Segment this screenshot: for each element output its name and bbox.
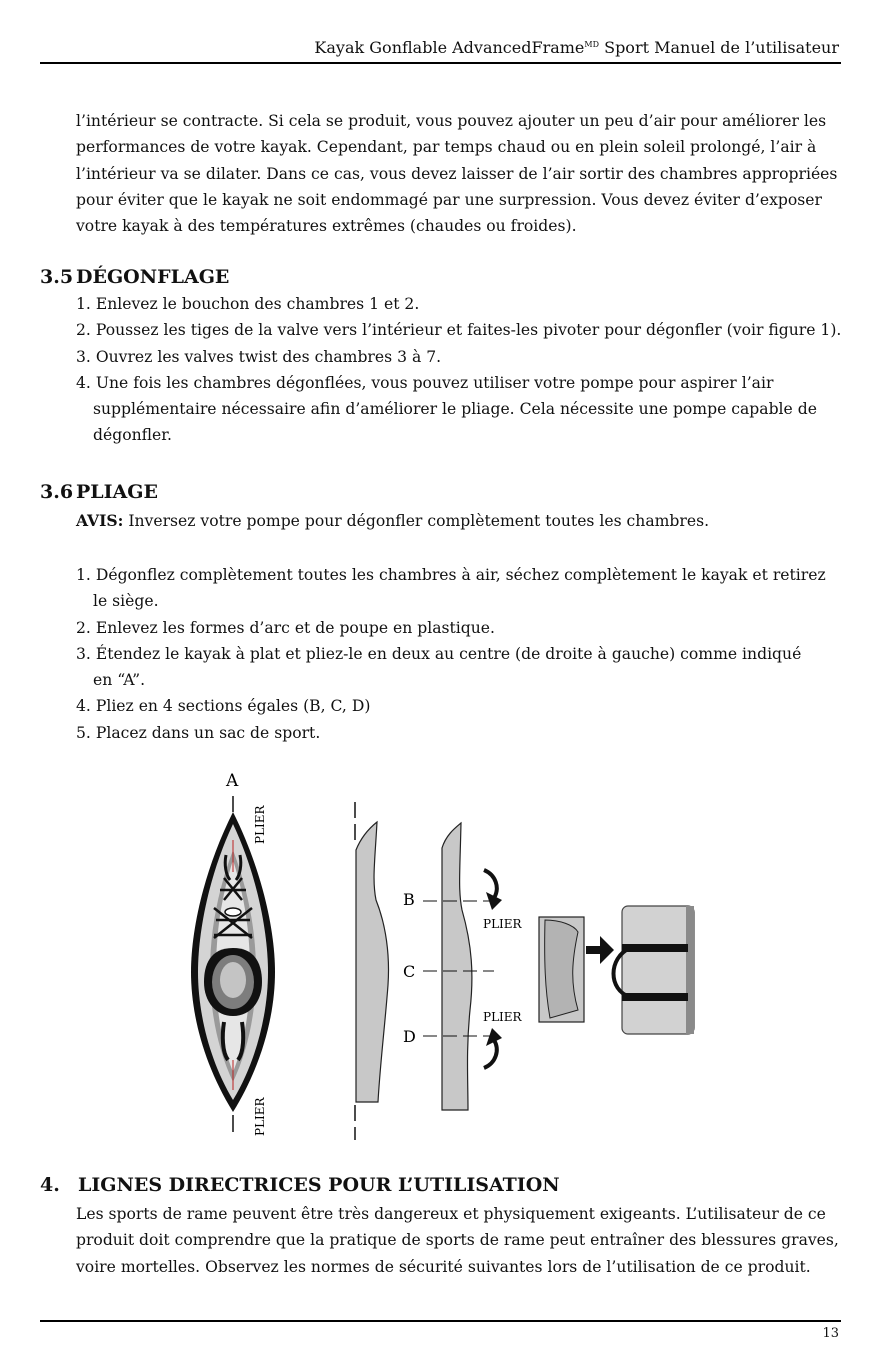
- label-c: C: [403, 962, 416, 981]
- list-item: 5. Placez dans un sac de sport.: [76, 723, 321, 742]
- text-line: voire mortelles. Observez les normes de sécurité suivantes lors de l’utilisation de ce produit.: [76, 1257, 811, 1276]
- label-d: D: [403, 1027, 416, 1046]
- duffel-bag: [614, 906, 695, 1034]
- section-title: DÉGONFLAGE: [76, 266, 230, 288]
- kayak-top-view: [191, 771, 275, 1136]
- section-heading-3-6: [40, 481, 158, 503]
- section-number: 4.: [40, 1174, 60, 1196]
- notice-text: Inversez votre pompe pour dégonfler complètement toutes les chambres.: [123, 512, 710, 530]
- label-a: A: [226, 771, 239, 791]
- text-line: l’intérieur se contracte. Si cela se produit, vous pouvez ajouter un peu d’air pour améliorer les: [76, 112, 827, 130]
- section-heading-4: [40, 1174, 560, 1196]
- list-item-continuation: supplémentaire nécessaire afin d’améliorer le pliage. Cela nécessite une pompe capable de: [93, 400, 817, 419]
- fold-label-d: PLIER: [483, 1010, 522, 1024]
- text-line: produit doit comprendre que la pratique de sports de rame peut entraîner des blessures graves,: [76, 1231, 839, 1250]
- folding-steps: [76, 562, 826, 746]
- list-item: 3. Ouvrez les valves twist des chambres 3 à 7.: [76, 347, 442, 366]
- page-number: 13: [822, 1326, 839, 1341]
- list-item: 4. Une fois les chambres dégonflées, vous pouvez utiliser votre pompe pour aspirer l’air: [76, 373, 774, 392]
- section-title: LIGNES DIRECTRICES POUR L’UTILISATION: [78, 1174, 560, 1196]
- label-b: B: [403, 890, 415, 909]
- footer-rule: [40, 1320, 841, 1322]
- list-item-continuation: dégonfler.: [93, 426, 172, 445]
- header-title-suffix: Sport Manuel de l’utilisateur: [599, 38, 839, 57]
- header-rule: [40, 62, 841, 64]
- section-number: 3.6: [40, 481, 74, 503]
- kayak-fold-sections: [403, 823, 523, 1110]
- section-number: 3.5: [40, 266, 74, 288]
- text-line: performances de votre kayak. Cependant, par temps chaud ou en plein soleil prolongé, l’air à: [76, 138, 817, 157]
- list-item: 2. Poussez les tiges de la valve vers l’intérieur et faites-les pivoter pour dégonfler (voir figure 1).: [76, 321, 842, 340]
- fold-label-b: PLIER: [483, 917, 522, 931]
- trademark-sup: MD: [584, 40, 600, 49]
- text-line: pour éviter que le kayak ne soit endommagé par une surpression. Vous devez éviter d’exposer: [76, 190, 822, 209]
- intro-paragraph: [76, 108, 837, 239]
- list-item-continuation: le siège.: [93, 592, 159, 611]
- into-bag-arrow-icon: [586, 936, 614, 964]
- notice: [76, 508, 709, 534]
- list-item-continuation: en “A”.: [93, 671, 146, 690]
- fold-label-top: PLIER: [253, 805, 267, 844]
- fold-label-bottom: PLIER: [253, 1097, 267, 1136]
- section-title: PLIAGE: [76, 481, 158, 503]
- text-line: votre kayak à des températures extrêmes (chaudes ou froides).: [76, 217, 577, 236]
- header-title: Kayak Gonflable AdvancedFrame: [314, 38, 585, 57]
- kayak-folded-half: [355, 802, 389, 1140]
- kayak-folded-stack: [539, 917, 614, 1022]
- section-heading-3-5: [40, 266, 229, 288]
- folding-diagram: [0, 760, 881, 1150]
- guidelines-paragraph: [76, 1201, 839, 1280]
- text-line: Les sports de rame peuvent être très dangereux et physiquement exigeants. L’utilisateur de ce: [76, 1205, 826, 1223]
- page-header: [314, 38, 839, 57]
- deflation-steps: [76, 291, 841, 449]
- list-item: 4. Pliez en 4 sections égales (B, C, D): [76, 697, 371, 716]
- list-item: 1. Enlevez le bouchon des chambres 1 et 2.: [76, 295, 420, 313]
- list-item: 1. Dégonflez complètement toutes les chambres à air, séchez complètement le kayak et retirez: [76, 566, 826, 584]
- notice-label: AVIS:: [76, 511, 124, 530]
- list-item: 2. Enlevez les formes d’arc et de poupe en plastique.: [76, 618, 495, 637]
- list-item: 3. Étendez le kayak à plat et pliez-le en deux au centre (de droite à gauche) comme indiqué: [76, 644, 802, 663]
- text-line: l’intérieur va se dilater. Dans ce cas, vous devez laisser de l’air sortir des chambres appropriées: [76, 164, 838, 183]
